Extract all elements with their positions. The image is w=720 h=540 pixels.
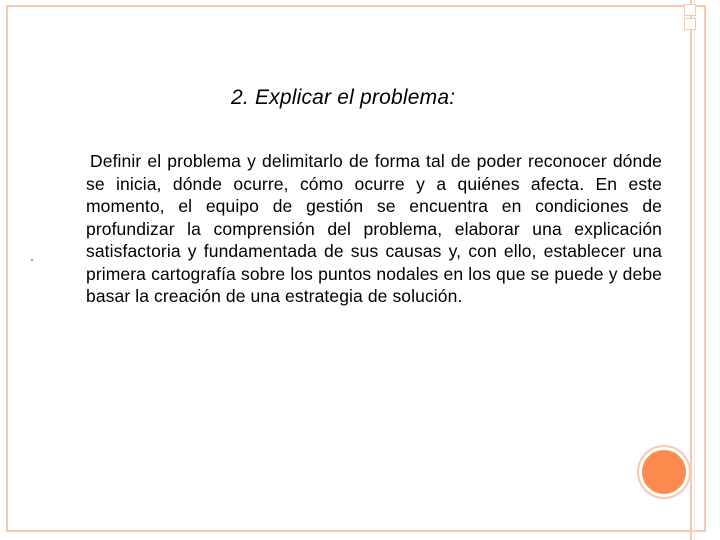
decorative-circle bbox=[642, 450, 686, 494]
right-vertical-rule bbox=[690, 0, 692, 540]
corner-square-marker bbox=[684, 18, 696, 30]
corner-square-marker bbox=[684, 4, 696, 16]
right-vertical-rule-inner bbox=[694, 0, 695, 540]
bullet-point: · bbox=[30, 252, 34, 266]
slide-paragraph: Definir el problema y delimitarlo de forma tal de poder reconocer dónde se inicia, dónde ocurre, cómo ocurre y a quiénes afecta. En este momento, el equipo de gestión se encuentra en condiciones de profundizar la comprensión del problema, elaborar una explicación satisfactoria y fundamentada de sus causas y, con ello, establecer una primera cartografía sobre los puntos nodales en los que se puede y debe basar la creación de una estrategia de solución. bbox=[86, 151, 662, 306]
slide-title: 2. Explicar el problema: bbox=[231, 86, 456, 109]
